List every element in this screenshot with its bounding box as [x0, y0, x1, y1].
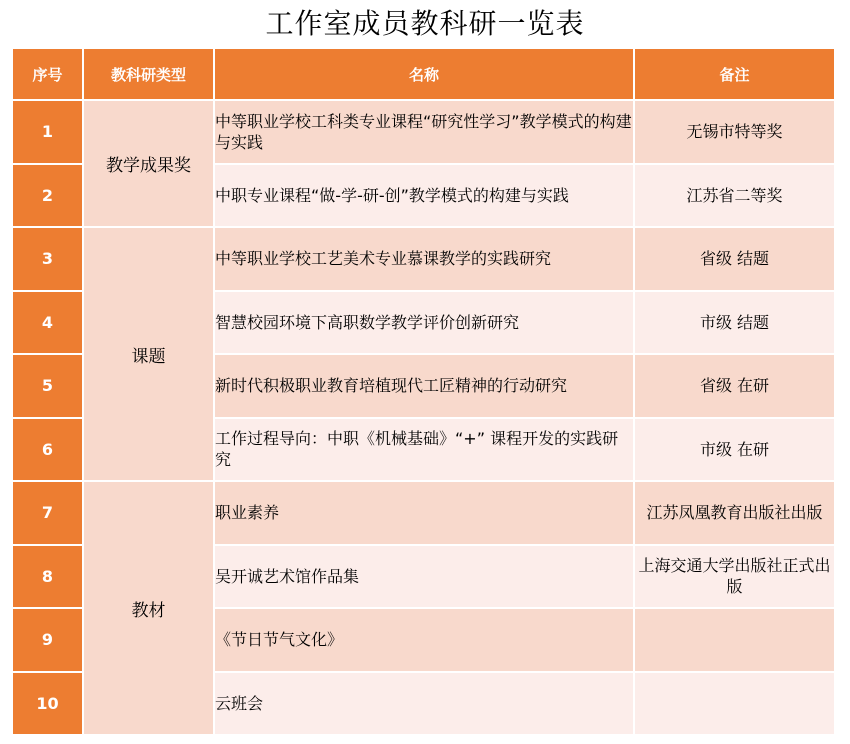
row-name: 新时代积极职业教育培植现代工匠精神的行动研究 [214, 354, 634, 418]
row-name: 中职专业课程“做-学-研-创”教学模式的构建与实践 [214, 164, 634, 228]
header-seq: 序号 [12, 48, 83, 100]
row-note: 江苏凤凰教育出版社出版 [634, 481, 835, 545]
type-cell-research-project: 课题 [83, 227, 214, 481]
row-seq: 5 [12, 354, 83, 418]
row-seq: 1 [12, 100, 83, 164]
type-cell-teaching-award: 教学成果奖 [83, 100, 214, 227]
table-row [12, 481, 835, 545]
row-note: 省级 结题 [634, 227, 835, 291]
row-name: 《节日节气文化》 [214, 608, 634, 672]
row-note: 江苏省二等奖 [634, 164, 835, 228]
research-table [11, 47, 836, 736]
row-seq: 9 [12, 608, 83, 672]
header-type: 教科研类型 [83, 48, 214, 100]
row-seq: 3 [12, 227, 83, 291]
row-name: 云班会 [214, 672, 634, 736]
row-name: 智慧校园环境下高职数学教学评价创新研究 [214, 291, 634, 355]
row-name: 职业素养 [214, 481, 634, 545]
row-note: 上海交通大学出版社正式出版 [634, 545, 835, 609]
row-name: 工作过程导向：中职《机械基础》“+” 课程开发的实践研究 [214, 418, 634, 482]
header-note: 备注 [634, 48, 835, 100]
row-note: 省级 在研 [634, 354, 835, 418]
table-row [12, 227, 835, 291]
row-seq: 7 [12, 481, 83, 545]
row-seq: 10 [12, 672, 83, 736]
row-seq: 4 [12, 291, 83, 355]
row-note [634, 608, 835, 672]
row-seq: 2 [12, 164, 83, 228]
type-cell-textbook: 教材 [83, 481, 214, 735]
row-name: 中等职业学校工艺美术专业慕课教学的实践研究 [214, 227, 634, 291]
row-note: 市级 在研 [634, 418, 835, 482]
row-seq: 8 [12, 545, 83, 609]
row-note: 无锡市特等奖 [634, 100, 835, 164]
row-name: 中等职业学校工科类专业课程“研究性学习”教学模式的构建与实践 [214, 100, 634, 164]
header-row [12, 48, 835, 100]
header-name: 名称 [214, 48, 634, 100]
table-row [12, 100, 835, 164]
page-title: 工作室成员教科研一览表 [265, 7, 585, 40]
row-name: 吴开诚艺术馆作品集 [214, 545, 634, 609]
row-seq: 6 [12, 418, 83, 482]
row-note [634, 672, 835, 736]
row-note: 市级 结题 [634, 291, 835, 355]
